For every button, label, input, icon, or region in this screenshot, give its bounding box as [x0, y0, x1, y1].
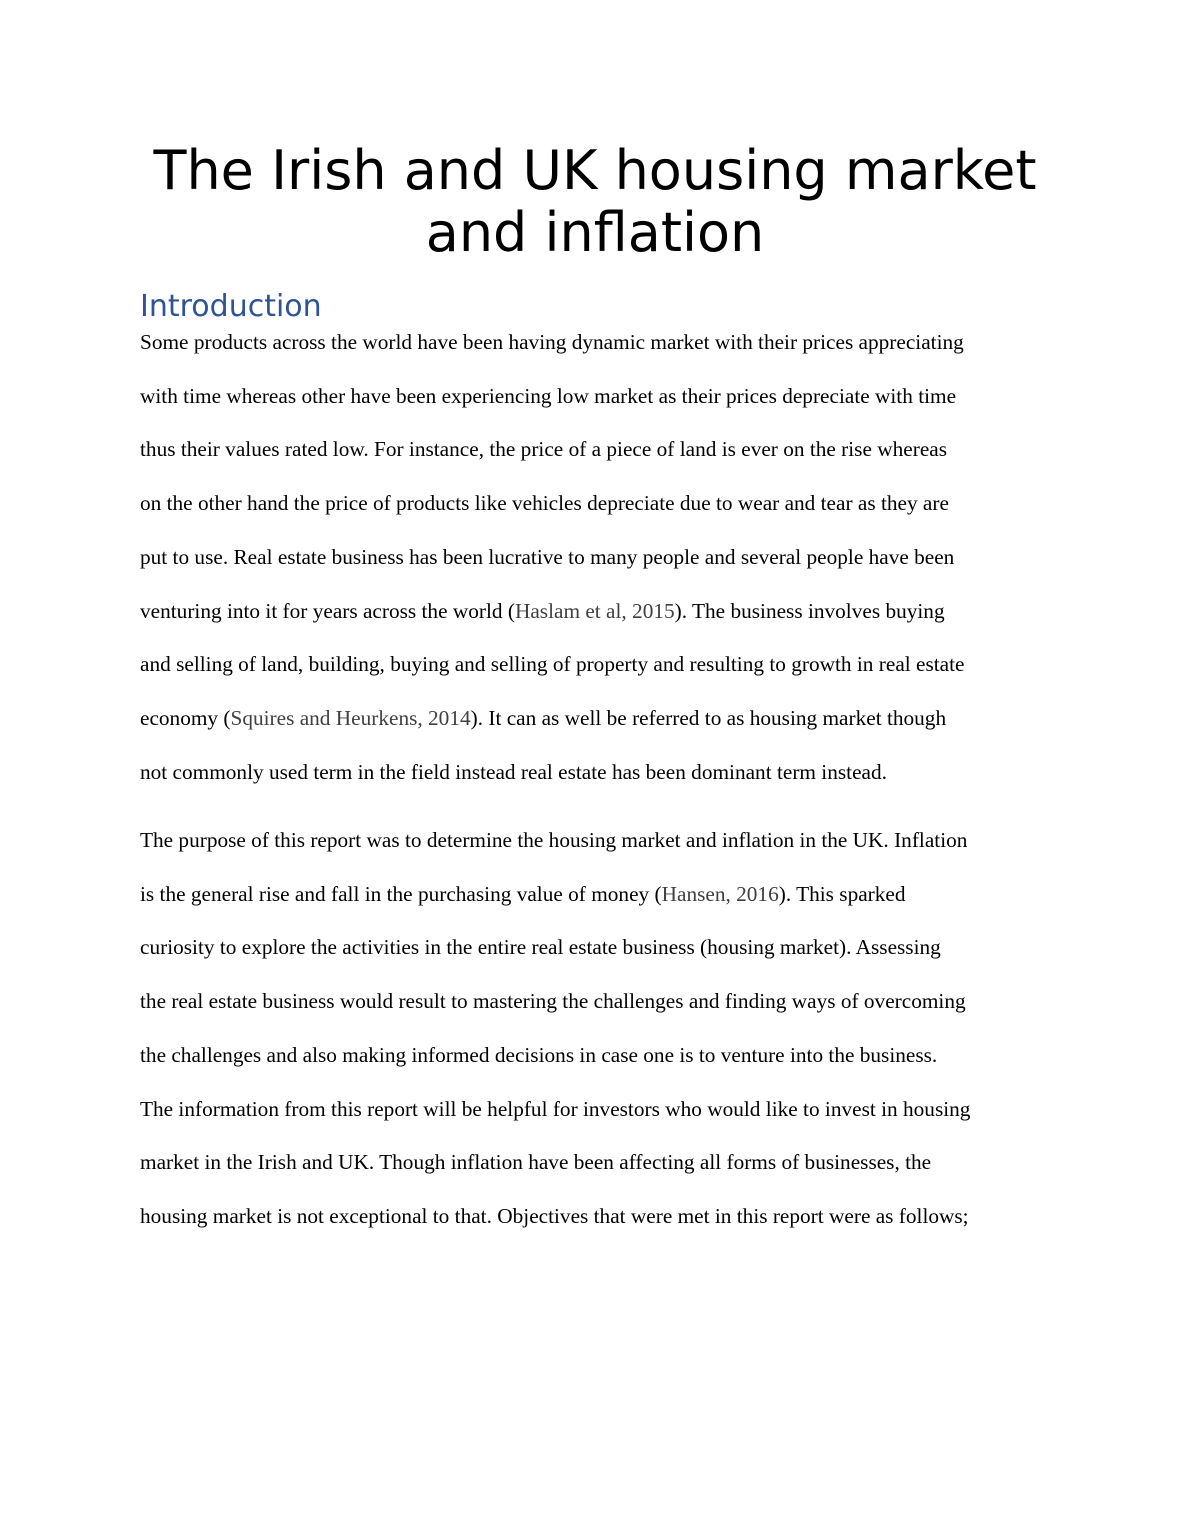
text-line: the real estate business would result to mastering the challenges and finding ways of overcoming: [140, 989, 966, 1014]
paragraph-intro-1: [140, 316, 1055, 799]
text-line: The purpose of this report was to determine the housing market and inflation in the UK. Inflation: [140, 828, 968, 852]
title-line: The Irish and UK housing market: [153, 139, 1037, 202]
text-line: [140, 692, 1055, 746]
citation: Hansen, 2016: [661, 881, 779, 906]
citation: Squires and Heurkens, 2014: [230, 705, 471, 730]
text-line: Some products across the world have been having dynamic market with their prices appreciating: [140, 330, 964, 354]
text-line: [140, 868, 1055, 922]
paragraph-intro-2: [140, 814, 1055, 1244]
text-line: curiosity to explore the activities in the entire real estate business (housing market). Assessing: [140, 935, 941, 960]
text-segment: ). It can as well be referred to as housing market though: [470, 705, 947, 730]
text-segment: venturing into it for years across the world (: [140, 598, 515, 623]
text-line: with time whereas other have been experiencing low market as their prices depreciate with time: [140, 383, 957, 408]
text-line: thus their values rated low. For instance, the price of a piece of land is ever on the rise whereas: [140, 437, 948, 462]
title-line: and inflation: [425, 201, 765, 264]
text-line: The information from this report will be helpful for investors who would like to invest in housing: [140, 1096, 971, 1121]
text-line: on the other hand the price of products like vehicles depreciate due to wear and tear as they are: [140, 491, 949, 516]
section-heading-introduction: Introduction: [140, 289, 322, 324]
text-segment: is the general rise and fall in the purchasing value of money (: [140, 881, 662, 906]
text-segment: ). This sparked: [778, 881, 906, 906]
text-line: the challenges and also making informed decisions in case one is to venture into the business.: [140, 1042, 938, 1067]
text-line: housing market is not exceptional to that. Objectives that were met in this report were as follows;: [140, 1203, 969, 1228]
citation: Haslam et al, 2015: [514, 598, 675, 623]
text-line: put to use. Real estate business has been lucrative to many people and several people have been: [140, 544, 955, 569]
text-segment: economy (: [140, 705, 231, 730]
text-line: [140, 585, 1055, 639]
text-line: market in the Irish and UK. Though inflation have been affecting all forms of businesses, the: [140, 1150, 932, 1175]
text-line: and selling of land, building, buying and selling of property and resulting to growth in real estate: [140, 652, 965, 677]
text-segment: ). The business involves buying: [674, 598, 945, 623]
document-title: [120, 140, 1070, 264]
text-line: not commonly used term in the field instead real estate has been dominant term instead.: [140, 759, 887, 784]
